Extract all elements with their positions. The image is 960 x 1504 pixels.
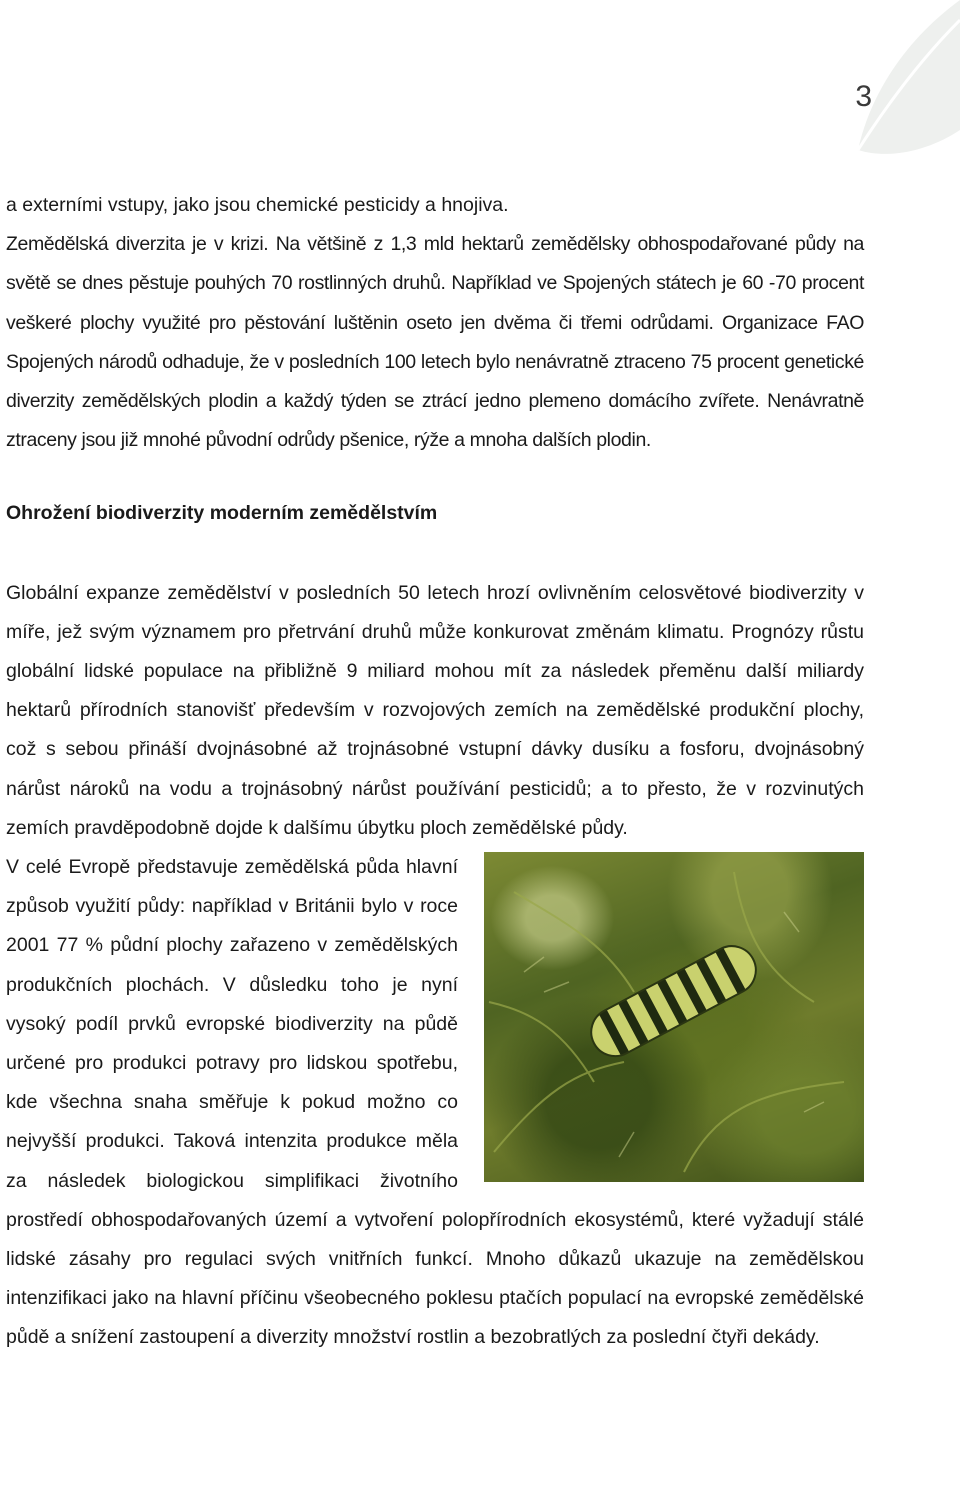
- page-content: [6, 186, 864, 1358]
- section-heading: Ohrožení biodiverzity moderním zemědělstvím: [6, 502, 438, 525]
- paragraph-diversity-crisis: Zemědělská diverzita je v krizi. Na většině z 1,3 mld hektarů zemědělsky obhospodařované půdy na světě se dnes pěstuje pouhých 70 rostlinných druhů. Například ve Spojených státech je 60 -70 procent veškeré plochy využité pro pěstování luštěnin oseto jen dvěma či třemi odrůdami. Organizace FAO Spojených národů odhaduje, že v posledních 100 letech bylo nenávratně ztraceno 75 procent genetické diverzity zemědělských plodin a každý týden se ztrácí jedno plemeno domácího zvířete. Nenávratně ztraceny jsou již mnohé původní odrůdy pšenice, rýže a mnoha dalších plodin.: [6, 233, 864, 452]
- paragraph-intro: a externími vstupy, jako jsou chemické pesticidy a hnojiva.: [6, 194, 509, 216]
- paragraph-europe: V celé Evropě představuje zemědělská půda hlavní způsob využití půdy: například v Británii bylo v roce 2001 77 % půdní plochy zařazeno v zemědělských produkčních plochách. V důsledku toho je nyní vysoký podíl prvků evropské biodiverzity na půdě určené pro produkci potravy pro lidskou spotřebu, kde všechna snaha směřuje k pokud možno co nejvyšší produkci. Taková intenzita produkce měla za následek biologickou simplifikaci životního prostředí obhospodařovaných území a vytvoření polopřírodních ekosystémů, které vyžadují stálé lidské zásahy pro regulaci svých vnitřních funkcí. Mnoho důkazů ukazuje na zemědělskou intenzifikaci jako na hlavní příčinu všeobecného poklesu ptačích populací na evropské zemědělské půdě a snížení zastoupení a diverzity množství rostlin a bezobratlých za poslední čtyři dekády.: [6, 856, 864, 1349]
- page-number: 3: [855, 80, 872, 113]
- paragraph-global-expansion: Globální expanze zemědělství v posledních 50 letech hrozí ovlivněním celosvětové biodiverzity v míře, jež svým významem pro přetrvání druhů může konkurovat změnám klimatu. Prognózy růstu globální lidské populace na přibližně 9 miliard mohou mít za následek přeměnu další miliardy hektarů přírodních stanovišť především v rozvojových zemích na zemědělské produkční plochy, což s sebou přináší dvojnásobné až trojnásobné vstupní dávky dusíku a fosforu, dvojnásobný nárůst nároků na vodu a trojnásobný nárůst používání pesticidů; a to přesto, že v rozvinutých zemích pravděpodobně dojde k dalšímu úbytku ploch zemědělské půdy.: [6, 581, 864, 839]
- caterpillar-photo: [484, 852, 864, 1182]
